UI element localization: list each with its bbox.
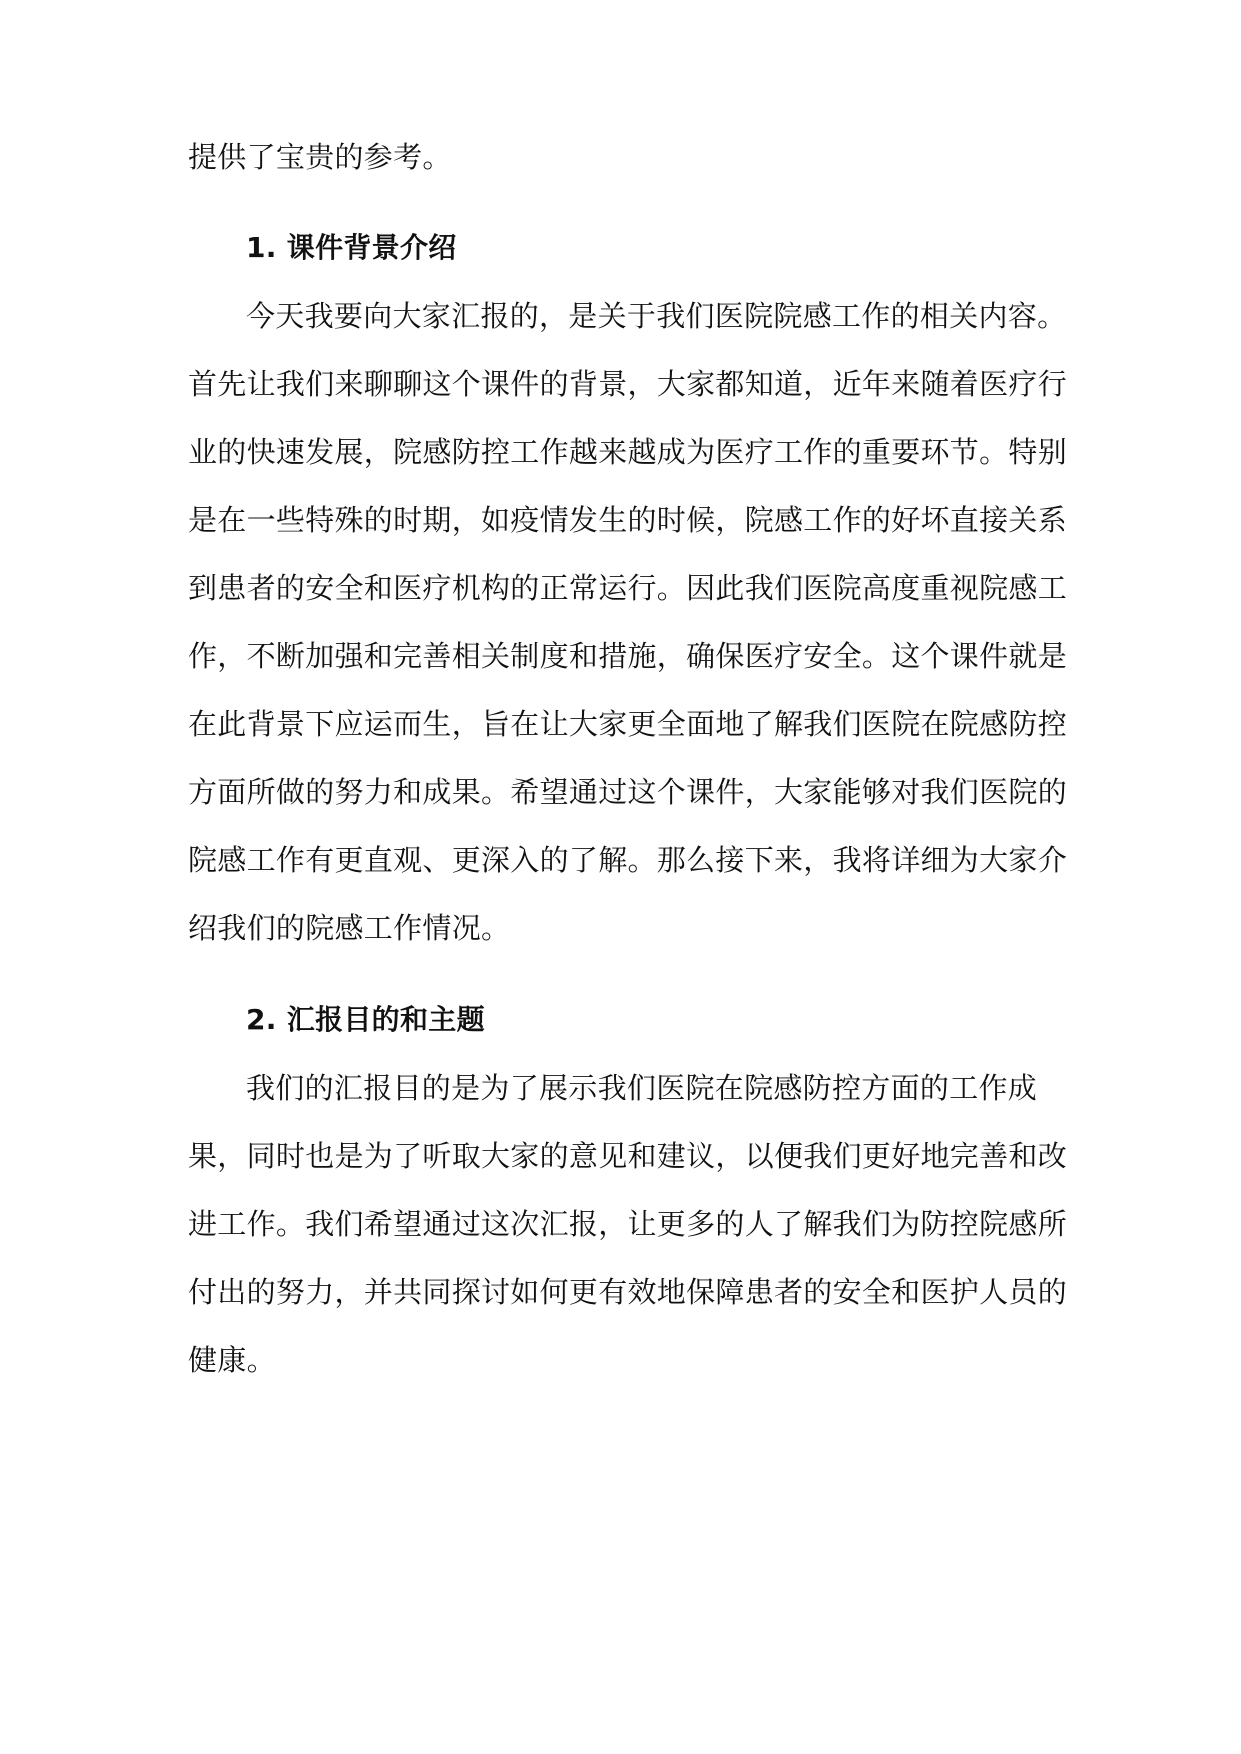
section-2-heading: 2. 汇报目的和主题 <box>246 1003 485 1036</box>
section-1-heading: 1. 课件背景介绍 <box>246 231 457 264</box>
section-1-line: 在此背景下应运而生，旨在让大家更全面地了解我们医院在院感防控 <box>188 707 1068 741</box>
section-2-line: 进工作。我们希望通过这次汇报，让更多的人了解我们为防控院感所 <box>188 1207 1068 1241</box>
section-1-line: 院感工作有更直观、更深入的了解。那么接下来，我将详细为大家介 <box>188 843 1068 877</box>
section-2-line: 付出的努力，并共同探讨如何更有效地保障患者的安全和医护人员的 <box>188 1275 1068 1309</box>
section-1-line: 是在一些特殊的时期，如疫情发生的时候，院感工作的好坏直接关系 <box>188 503 1068 537</box>
section-1-line: 首先让我们来聊聊这个课件的背景，大家都知道，近年来随着医疗行 <box>188 367 1068 401</box>
section-1-line: 到患者的安全和医疗机构的正常运行。因此我们医院高度重视院感工 <box>188 571 1068 605</box>
intro-tail-text: 提供了宝贵的参考。 <box>188 140 452 174</box>
section-2-line: 我们的汇报目的是为了展示我们医院在院感防控方面的工作成 <box>246 1071 1038 1105</box>
section-1-line: 今天我要向大家汇报的，是关于我们医院院感工作的相关内容。 <box>246 299 1067 333</box>
section-2-line: 果，同时也是为了听取大家的意见和建议，以便我们更好地完善和改 <box>188 1139 1068 1173</box>
section-1-line: 业的快速发展，院感防控工作越来越成为医疗工作的重要环节。特别 <box>188 435 1068 469</box>
section-2-line: 健康。 <box>188 1343 276 1377</box>
section-1-line: 绍我们的院感工作情况。 <box>188 911 511 945</box>
section-1-line: 作，不断加强和完善相关制度和措施，确保医疗安全。这个课件就是 <box>188 639 1068 673</box>
section-1-line: 方面所做的努力和成果。希望通过这个课件，大家能够对我们医院的 <box>188 775 1068 809</box>
